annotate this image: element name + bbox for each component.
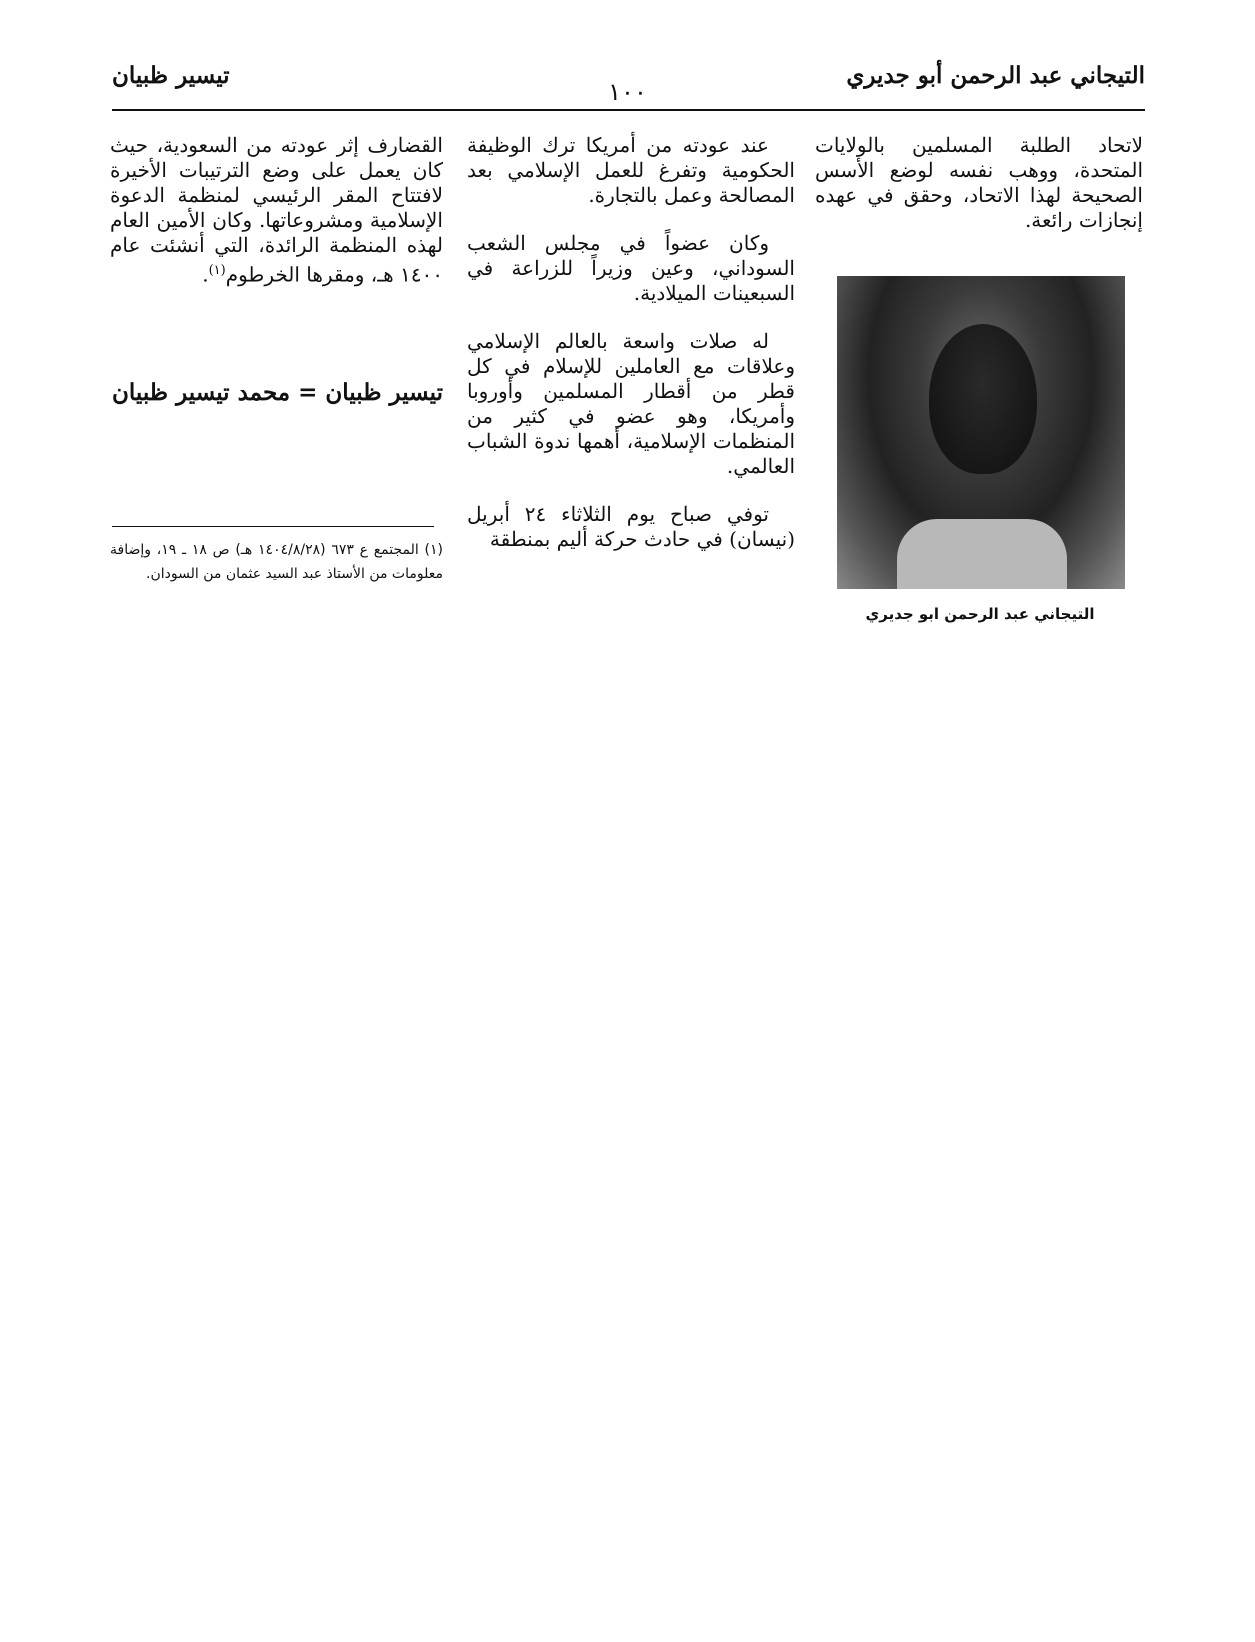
paragraph: له صلات واسعة بالعالم الإسلامي وعلاقات مع العاملين للإسلام في كل قطر من أقطار المسلمين وأوروبا وأمريكا، وهو عضو في كثير من المنظمات الإسلامية، أهمها ندوة الشباب العالمي. [467, 329, 795, 478]
paragraph [110, 133, 443, 288]
photo-caption: التيجاني عبد الرحمن ابو جديري [865, 605, 1095, 623]
portrait-face [929, 324, 1037, 474]
paragraph-end: . [202, 262, 209, 287]
paragraph: لاتحاد الطلبة المسلمين بالولايات المتحدة، ووهب نفسه لوضع الأسس الصحيحة لهذا الاتحاد، وحقق في عهده إنجازات رائعة. [815, 133, 1143, 232]
cross-reference-entry: تيسير ظبيان = محمد تيسير ظبيان [112, 379, 443, 406]
paragraph-text: القضارف إثر عودته من السعودية، حيث كان يعمل على وضع الترتيبات الأخيرة لافتتاح المقر الرئيسي لمنظمة الدعوة الإسلامية ومشروعاتها. وكان الأمين العام لهذه المنظمة الرائدة، التي أنشئت عام ١٤٠٠ هـ، ومقرها الخرطوم [110, 133, 443, 287]
paragraph: توفي صباح يوم الثلاثاء ٢٤ أبريل (نيسان) في حادث حركة أليم بمنطقة [467, 502, 795, 551]
footnote-marker[interactable]: (١) [208, 263, 226, 278]
running-header-title: التيجاني عبد الرحمن أبو جديري [846, 62, 1145, 89]
page-number: ١٠٠ [608, 78, 647, 106]
paragraph: وكان عضواً في مجلس الشعب السوداني، وعين وزيراً للزراعة في السبعينات الميلادية. [467, 231, 795, 305]
footnote: (١) المجتمع ع ٦٧٣ (١٤٠٤/٨/٢٨ هـ) ص ١٨ ـ ١٩، وإضافة معلومات من الأستاذ عبد السيد عثمان من السودان. [110, 542, 443, 582]
footnote-rule [112, 526, 434, 527]
column-right [815, 133, 1143, 256]
column-left [110, 133, 443, 311]
portrait-photo [837, 276, 1125, 589]
running-header-entry: تيسير ظبيان [112, 62, 230, 89]
portrait-shirt [897, 519, 1067, 589]
paragraph: عند عودته من أمريكا ترك الوظيفة الحكومية وتفرغ للعمل الإسلامي بعد المصالحة وعمل بالتجارة. [467, 133, 795, 207]
column-middle [467, 133, 795, 575]
header-rule [112, 109, 1145, 111]
